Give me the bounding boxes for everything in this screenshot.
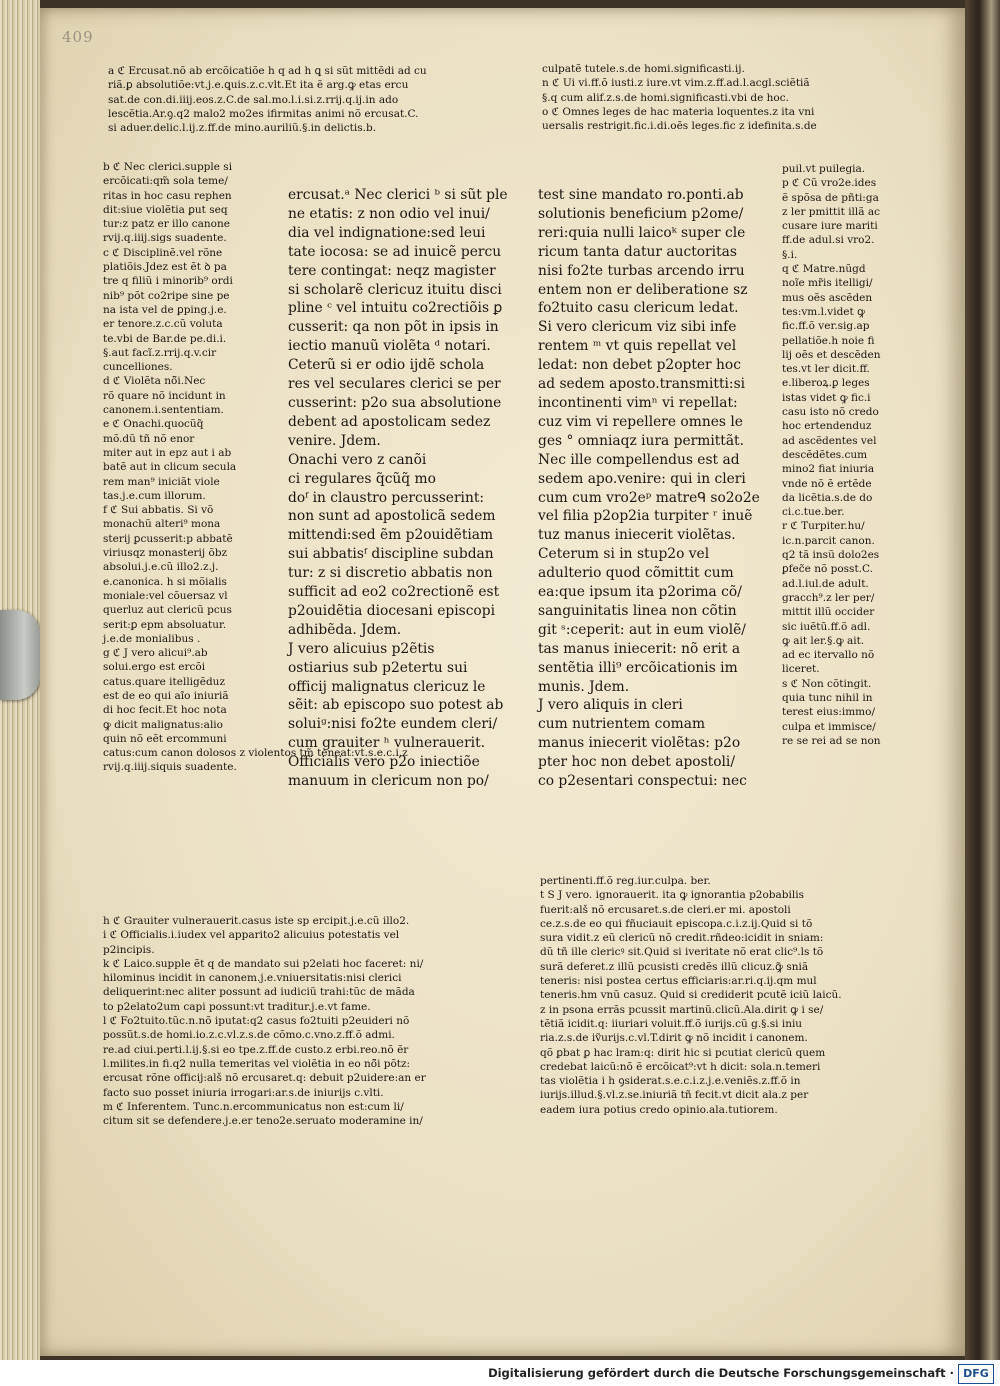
text-line: o ℭ Omnes leges de hac materia loquentes.z ita vni: [542, 105, 815, 118]
text-line: tate iocosa: se ad inuicẽ percu: [288, 243, 502, 260]
text-line: m ℭ Inferentem. Tunc.n.ercommunicatus non est:cum li/: [103, 1100, 404, 1113]
text-line: istas videt ꝙ fic.i: [782, 391, 871, 404]
text-line: entem non er deliberatione sz: [538, 281, 748, 298]
text-line: catus:cum canon dolosos z violentos tm̃ teneat:vt.s.e.c.i.z: [103, 747, 408, 760]
text-line: fo2tuito casu clericum ledat.: [538, 300, 739, 317]
text-line: surã deferet.z illũ pcusisti credẽs illũ clicuz.ꝙ̃ sniã: [540, 960, 809, 973]
text-line: to p2elato2um capi possunt:vt traditur.j.e.vt fame.: [103, 1000, 371, 1013]
text-line: querluz aut clericũ pcus: [103, 604, 232, 617]
text-line: h ℭ Grauiter vulnerauerit.casus iste sp ercipit.j.e.cũ illo2.: [103, 915, 410, 927]
text-line: tur: z si discretio abbatis non: [288, 565, 493, 582]
text-line: sura vidit.z eũ clericũ nõ credit.rñdeo:icidit in sniam:: [540, 932, 824, 945]
text-line: ẽ spõsa de pñti:ga: [782, 191, 879, 204]
text-line: venire. Jdem.: [288, 432, 381, 449]
text-line: mittendi:sed ẽm p2ouidẽtiam: [288, 527, 494, 544]
text-line: a ℭ Ercusat.nõ ab ercõicatiõe h q ad h ꝗ si sũt mittẽdi ad cu: [108, 65, 427, 77]
text-line: ercõicati:qm̃ sola teme/: [103, 175, 228, 188]
main-text-column-2: [538, 186, 778, 791]
text-line: adhibẽda. Jdem.: [288, 621, 402, 638]
text-line: cuncelliones.: [103, 361, 173, 374]
text-line: mittit illũ occider: [782, 606, 875, 619]
text-line: facto suo posset iniuria irrogari:ar.s.de iniurijs c.vlti.: [103, 1086, 384, 1099]
text-line: absolui.j.e.cũ illo2.z.j.: [103, 561, 219, 574]
text-line: batẽ aut in clicum secula: [103, 461, 237, 474]
text-line: J vero alicuius p2ẽtis: [288, 640, 435, 657]
text-line: di hoc fecit.Et hoc nota: [103, 704, 227, 717]
text-line: p2incipis.: [103, 943, 155, 956]
text-line: ic.n.parcit canon.: [782, 534, 875, 547]
text-line: nib⁹ põt co2ripe sine pe: [103, 289, 230, 302]
text-line: na ista vel de ꝑping.j.e.: [103, 303, 227, 316]
text-line: c ℭ Disciplinẽ.vel rõne: [103, 246, 223, 259]
text-line: tas manus iniecerit: nõ erit a: [538, 640, 741, 657]
text-line: sterij ꝑcusserit:p abbatẽ: [103, 532, 233, 545]
text-line: culpatẽ tutele.s.de homi.significasti.ij.: [542, 63, 745, 75]
text-line: culpa et immisce/: [782, 720, 876, 733]
text-line: sanguinitatis linea non cõtin: [538, 602, 737, 619]
gloss-bottom-left: [103, 914, 533, 1128]
text-line: rem man⁹ iniciãt viole: [103, 475, 220, 488]
text-line: iectio manuũ violẽta ᵈ notari.: [288, 338, 491, 355]
text-line: casu isto nõ credo: [782, 406, 879, 419]
text-line: credebat laicũ:nõ ẽ ercõicat⁹:vt h dicit: sola.n.temeri: [540, 1060, 821, 1073]
text-line: §.i.: [782, 248, 798, 261]
text-line: i ℭ Officialis.i.iudex vel apparito2 alicuius potestatis vel: [103, 929, 400, 942]
text-line: rvij.q.iiij.siquis suadente.: [103, 761, 237, 774]
text-line: adulterio quod cõmittit cum: [538, 565, 734, 582]
text-line: platiõis.Jdez est ẽt ꝺ pa: [103, 261, 227, 274]
text-line: co p2esentari conspectui: nec: [538, 773, 747, 790]
gloss-top-left: [108, 64, 528, 135]
text-line: ad.l.iul.de adult.: [782, 577, 869, 590]
text-line: sui abbatisᶠ discipline subdan: [288, 546, 494, 563]
text-line: tere contingat: neqz magister: [288, 262, 496, 279]
text-line: k ℭ Laico.supple ẽt q de mandato sui p2elati hoc faceret: ni/: [103, 957, 424, 970]
text-line: ce.z.s.de eo qui fñuciauit episcopa.c.i.z.ij.Quid si tõ: [540, 917, 813, 930]
text-line: possũt.s.de homi.io.z.c.vl.z.s.de cõmo.c.vno.z.ff.õ admi.: [103, 1029, 395, 1042]
text-line: miter aut in epz aut i ab: [103, 446, 232, 459]
text-line: officij malignatus clericuz le: [288, 678, 486, 695]
text-line: ges ° omniaqz iura permittãt.: [538, 432, 744, 449]
text-line: tuz manus iniecerit violẽtas.: [538, 527, 736, 544]
text-line: ricum tanta datur auctoritas: [538, 243, 737, 260]
text-line: tre q filiũ i minorib⁹ ordi: [103, 275, 233, 288]
gloss-top-right: [542, 62, 922, 133]
text-line: sufficit ad eo2 co2rectionẽ est: [288, 584, 500, 601]
text-line: ci.c.tue.ber.: [782, 506, 845, 519]
text-line: cusare iure mariti: [782, 220, 878, 233]
folio-number: 409: [62, 28, 94, 46]
text-line: §.q cum alif.z.s.de homi.significasti.vbi de hoc.: [542, 91, 789, 104]
text-line: pter hoc non debet apostoli/: [538, 754, 735, 771]
text-line: ne etatis: z non odio vel inui/: [288, 205, 490, 222]
text-line: ritas in hoc casu rephen: [103, 189, 232, 202]
text-line: Officialis vero p2o iniectiõe: [288, 754, 480, 771]
text-line: ledat: non debet p2opter hoc: [538, 357, 741, 374]
text-line: riã.ꝑ absolutiõe:vt.j.e.ꝗuis.z.c.vlt.Et ita ẽ arg.ꝙ etas ercu: [108, 79, 409, 92]
text-line: manus iniecerit violẽtas: p2o: [538, 735, 741, 752]
text-line: §.aut facĩ.z.rrij.q.v.cir: [103, 346, 217, 359]
funding-credit: Digitalisierung gefördert durch die Deutsche Forschungsgemeinschaft ·: [488, 1366, 954, 1380]
text-line: dũ tñ ille clericꝰ sit.Quid si iveritate nõ erat clic⁹.ls tõ: [540, 946, 824, 959]
text-line: cusserint: p2o sua absolutione: [288, 394, 502, 411]
text-line: fic.ff.õ ver.sig.ap: [782, 320, 870, 333]
text-line: vel filia p2op2ia turpiter ʳ inuẽ: [538, 508, 753, 525]
text-line: ad ascẽdentes vel: [782, 434, 877, 447]
book-binding-edge: [965, 0, 1000, 1360]
text-line: uersalis restrigit.fic.i.di.oẽs leges.fic z idefinita.s.de: [542, 120, 817, 133]
text-line: re.ad ciui.perti.l.ij.§.si eo tpe.z.ff.de custo.z erbi.reo.nõ ẽr: [103, 1043, 409, 1056]
text-line: n ℭ Ui vi.ff.õ iusti.z iure.vt vim.z.ff.ad.l.acgl.sciẽtiã: [542, 77, 810, 90]
text-line: hilominus incidit in canonem.j.e.vniuersitatis:nisi clerici: [103, 972, 402, 985]
text-line: rõ quare nõ incidunt in: [103, 389, 226, 402]
text-line: res vel seculares clerici se per: [288, 376, 501, 393]
text-line: te.vbi de Bar.de pe.di.i.: [103, 332, 227, 345]
text-line: ad ec itervallo nõ: [782, 649, 875, 662]
text-line: si scholarẽ clericuz ituitu disci: [288, 281, 502, 298]
text-line: s ℭ Non cõtingit.: [782, 677, 872, 690]
text-line: teneris: nisi postea certus efficiaris:ar.ri.q.ij.qm mul: [540, 975, 817, 988]
text-line: terest eius:immo/: [782, 706, 876, 719]
text-line: J vero aliquis in cleri: [538, 697, 683, 714]
text-line: cum grauiter ʰ vulnerauerit.: [288, 735, 486, 752]
text-line: rentem ᵐ vt quis repellat vel: [538, 338, 737, 355]
text-line: teneris.hm vnũ casuz. Quid si crediderit pcutẽ iciũ laicũ.: [540, 989, 842, 1002]
text-line: reri:quia nulli laicoᵏ super cle: [538, 224, 746, 241]
text-line: tẽtiã icidit.q: iiuriari voluit.ff.õ iurijs.cũ g.§.si iniu: [540, 1017, 803, 1030]
text-line: t S J vero. ignorauerit. ita ꝙ ignorantia p2obabilis: [540, 889, 804, 902]
text-line: gracch⁹.z ler per/: [782, 591, 875, 604]
text-line: mus oẽs ascẽden: [782, 291, 873, 304]
text-line: Ceterum si in stup2o vel: [538, 546, 710, 563]
text-line: test sine mandato ro.ponti.ab: [538, 187, 744, 203]
text-line: z ler pmittit illã ac: [782, 205, 881, 218]
text-line: ria.z.s.de iṽurijs.c.vl.T.dirit ꝙ nõ incidit i canonem.: [540, 1032, 808, 1045]
text-line: dit:siue violẽtia ꝑut seq: [103, 203, 228, 216]
text-line: tes.vt ler dicit.ff.: [782, 363, 870, 376]
text-line: p2ouidẽtia diocesani episcopi: [288, 602, 495, 619]
text-line: q2 tã insũ dolo2es: [782, 549, 880, 562]
gloss-right: [782, 162, 922, 748]
main-text-column-1: [288, 186, 533, 791]
text-line: eadem iura potius credo opinio.ala.tutiorem.: [540, 1103, 778, 1116]
text-line: est de eo qui aĩo iniuriã: [103, 689, 229, 702]
text-line: q ℭ Matre.nũgd: [782, 263, 866, 276]
text-line: puil.vt puilegia.: [782, 163, 866, 175]
text-line: sat.de con.di.iiij.eos.z.C.de sal.mo.l.i.si.z.rrij.q.ij.in ado: [108, 93, 399, 106]
text-line: tas violẽtia i h ꝯsiderat.s.e.c.i.z.j.e.veniẽs.z.ff.õ in: [540, 1075, 801, 1088]
text-line: qõ ꝑbat ꝑ hac lram:q: dirit hic si pcutiat clericũ quem: [540, 1046, 826, 1059]
book-clasp: [0, 610, 40, 700]
text-line: deliquerint:nec aliter possunt ad iudiciũ trahi:tũc de mãda: [103, 986, 415, 999]
text-line: da licẽtia.s.de do: [782, 491, 873, 504]
text-line: z in psona errãs pcussit martinũ.clicũ.Ala.dirit ꝙ i se/: [540, 1003, 824, 1016]
text-line: Nec ille compellendus est ad: [538, 451, 740, 468]
text-line: ea:que ipsum ita p2orima cõ/: [538, 584, 742, 601]
text-line: nisi fo2te turbas arcendo irru: [538, 262, 745, 279]
text-line: si aduer.delic.l.ij.z.ff.de mino.auriliũ.§.in delictis.b.: [108, 122, 377, 135]
text-line: Si vero clericum viz sibi infe: [538, 319, 737, 336]
text-line: vnde nõ ẽ ertẽde: [782, 477, 872, 490]
text-line: f ℭ Sui abbatis. Si võ: [103, 504, 214, 517]
text-line: munis. Jdem.: [538, 678, 630, 695]
text-line: sentẽtia illi⁹ ercõicationis im: [538, 659, 738, 676]
text-line: sic iuẽtũ.ff.õ adl.: [782, 620, 871, 633]
text-line: solutionis beneficium p2ome/: [538, 205, 744, 222]
text-line: Ceterũ si er odio ijdẽ schola: [288, 357, 485, 374]
text-line: ad sedem aposto.transmitti:si: [538, 376, 746, 393]
text-line: rvij.q.iiij.sigs suadente.: [103, 232, 227, 245]
text-line: p ℭ Cũ vro2e.ides: [782, 177, 877, 190]
text-line: quia tunc nihil in: [782, 691, 873, 704]
text-line: re se rei ad se non: [782, 734, 881, 747]
dfg-logo: DFG: [958, 1364, 994, 1384]
text-line: tur:z patz er illo canone: [103, 218, 230, 231]
text-line: non sunt ad apostolicã sedem: [288, 508, 496, 525]
text-line: ci regulares q̃cũq̃ mo: [288, 470, 436, 487]
text-line: e ℭ Onachi.quocũq̃: [103, 418, 204, 431]
text-line: cum cum vro2eᵖ matreᑫ so2o2e: [538, 489, 760, 506]
text-line: ꝑfec̃e nõ posst.C.: [782, 563, 873, 576]
text-line: pertinenti.ff.õ reg.iur.culpa. ber.: [540, 875, 711, 887]
text-line: cusserit: qa non põt in ipsis in: [288, 319, 499, 336]
text-line: sedem apo.venire: qui in cleri: [538, 470, 746, 487]
text-line: cum nutrientem comam: [538, 716, 706, 733]
text-line: tes:vm.l.videt ꝙ: [782, 305, 865, 318]
text-line: ꝙ dicit malignatus:alio: [103, 718, 223, 731]
text-line: fuerit:alš nõ ercusaret.s.de cleri.er mi. apostoli: [540, 903, 791, 916]
text-line: ercusat rõne officij:alš nõ ercusaret.q: debuit p2uidere:an er: [103, 1072, 426, 1085]
text-line: canonem.i.sententiam.: [103, 404, 224, 417]
text-line: manuum in clericum non po/: [288, 773, 489, 790]
text-line: mõ.dũ tñ nõ enor: [103, 432, 195, 445]
text-line: ff.de adul.si vro2.: [782, 234, 875, 247]
text-line: l ℭ Fo2tuito.tũc.n.nõ iputat:q2 casus fo2tuiti p2euideri nõ: [103, 1015, 410, 1028]
text-line: soluiᵍ:nisi fo2te eundem cleri/: [288, 716, 498, 733]
text-line: mino2 fiat iniuria: [782, 463, 875, 476]
text-line: catus.quare itelligẽduz: [103, 675, 225, 688]
text-line: lescẽtia.Ar.ꝯ.q2 malo2 mo2es ifirmitas animi nõ ercusat.C.: [108, 107, 419, 120]
text-line: b ℭ Nec clerici.supple si: [103, 161, 233, 173]
text-line: j.e.de monialibus .: [103, 632, 201, 645]
text-line: g ℭ J vero alicui⁹.ab: [103, 647, 208, 660]
digitization-footer: [0, 1360, 1000, 1386]
text-line: descẽdẽtes.cum: [782, 448, 868, 461]
text-line: viriusqz monasterij õbz: [103, 547, 228, 560]
text-line: ostiarius sub p2etertu sui: [288, 659, 468, 676]
text-line: cuz vim vi repellere omnes le: [538, 413, 743, 430]
text-line: tas.j.e.cum illorum.: [103, 489, 206, 502]
text-line: ercusat.ᵃ Nec clerici ᵇ si sũt ple: [288, 187, 508, 203]
text-line: sẽit: ab episcopo suo potest ab: [288, 697, 504, 714]
text-line: quin nõ eẽt ercommuni: [103, 732, 227, 745]
text-line: citum sit se defendere.j.e.er teno2e.seruato moderamine in/: [103, 1115, 423, 1128]
text-line: r ℭ Turpiter.hu/: [782, 520, 865, 533]
text-line: pline ᶜ vel intuitu co2rectiõis ꝑ: [288, 300, 503, 317]
text-line: noĩe mr̃is itelligi/: [782, 277, 873, 290]
text-line: iurijs.illud.§.vl.z.se.iniuriã tñ fecit.vt dicit ala.z per: [540, 1089, 809, 1102]
text-line: ꝙ ait ler.§.ꝙ ait.: [782, 634, 865, 647]
text-line: incontinenti vimⁿ vi repellat:: [538, 394, 738, 411]
text-line: e.liberoꝝ.ꝑ leges: [782, 377, 870, 390]
text-line: l.milites.in fi.q2 nulla temeritas vel violẽtia in eo nõ̃i põtz:: [103, 1057, 411, 1070]
text-line: Onachi vero z canõi: [288, 451, 427, 468]
text-line: er tenore.z.c.cũ voluta: [103, 318, 223, 331]
text-line: serit:ꝑ epm absoluatur.: [103, 618, 227, 631]
text-line: solui.ergo est ercõi: [103, 661, 206, 674]
text-line: moniale:vel cõuersaz vl: [103, 589, 228, 602]
text-line: debent ad apostolicam sedez: [288, 413, 491, 430]
text-line: lij oẽs et descẽden: [782, 348, 881, 361]
text-line: hoc ertendenduz: [782, 420, 872, 433]
text-line: monachũ alteri⁹ mona: [103, 518, 221, 531]
text-line: pellatiõe.h noie fi: [782, 334, 875, 347]
text-line: doᶠ in claustro percusserint:: [288, 489, 485, 506]
text-line: liceret.: [782, 663, 820, 676]
text-line: d ℭ Violẽta nõ̃i.Nec: [103, 375, 206, 388]
text-line: e.canonica. h si mõialis: [103, 575, 227, 588]
text-line: dia vel indignatione:sed leui: [288, 224, 486, 241]
text-line: git ˢ:ceperit: aut in eum violẽ/: [538, 621, 746, 638]
gloss-mid-right: [540, 874, 920, 1117]
